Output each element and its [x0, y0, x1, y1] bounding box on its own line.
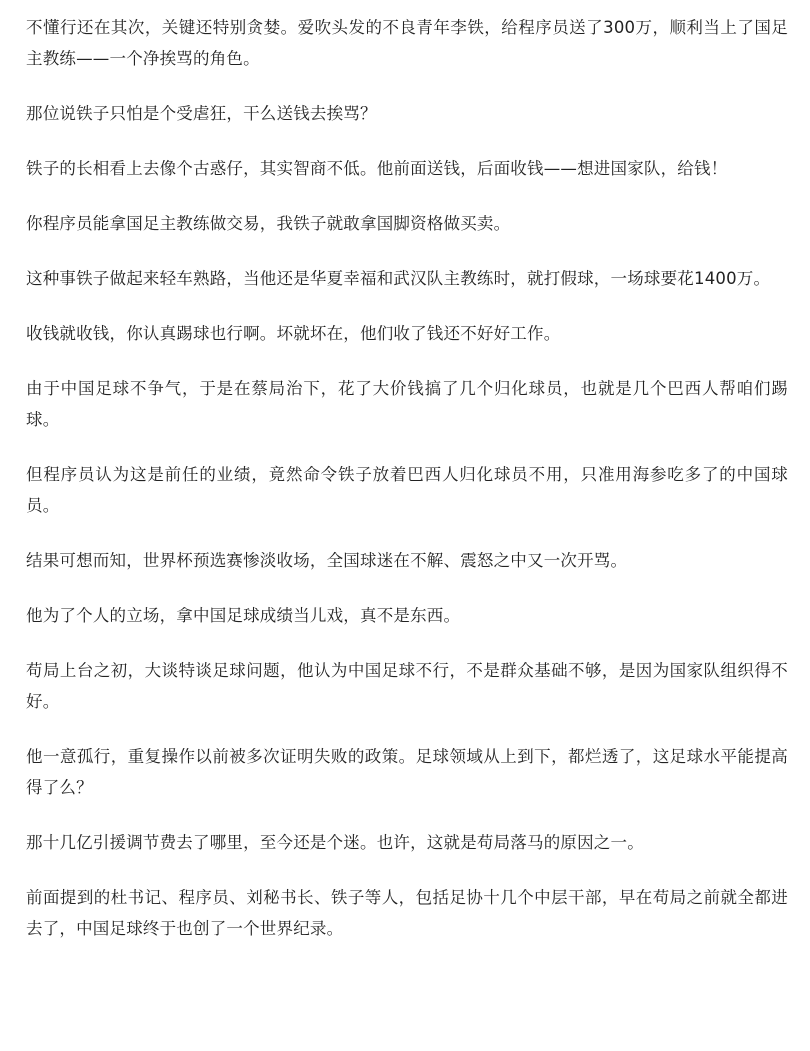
paragraph-1: 不懂行还在其次，关键还特别贪婪。爱吹头发的不良青年李铁，给程序员送了300万，顺利当上了国足主教练——一个净挨骂的角色。 — [26, 18, 788, 68]
paragraph-12: 他一意孤行，重复操作以前被多次证明失败的政策。足球领域从上到下，都烂透了，这足球水平能提高得了么？ — [26, 747, 788, 797]
paragraph-7: 由于中国足球不争气，于是在蔡局治下，花了大价钱搞了几个归化球员，也就是几个巴西人帮咱们踢球。 — [26, 379, 788, 429]
article-body — [26, 12, 788, 968]
paragraph-2: 那位说铁子只怕是个受虐狂，干么送钱去挨骂？ — [26, 104, 377, 123]
paragraph-6: 收钱就收钱，你认真踢球也行啊。坏就坏在，他们收了钱还不好好工作。 — [26, 324, 561, 343]
paragraph-4: 你程序员能拿国足主教练做交易，我铁子就敢拿国脚资格做买卖。 — [26, 214, 511, 233]
paragraph-8: 但程序员认为这是前任的业绩，竟然命令铁子放着巴西人归化球员不用，只准用海参吃多了的中国球员。 — [26, 465, 788, 515]
paragraph-5: 这种事铁子做起来轻车熟路，当他还是华夏幸福和武汉队主教练时，就打假球，一场球要花1400万。 — [26, 269, 771, 288]
paragraph-14: 前面提到的杜书记、程序员、刘秘书长、铁子等人，包括足协十几个中层干部，早在苟局之前就全都进去了，中国足球终于也创了一个世界纪录。 — [26, 888, 788, 938]
paragraph-13: 那十几亿引援调节费去了哪里，至今还是个迷。也许，这就是苟局落马的原因之一。 — [26, 833, 644, 852]
paragraph-9: 结果可想而知，世界杯预选赛惨淡收场，全国球迷在不解、震怒之中又一次开骂。 — [26, 551, 628, 570]
paragraph-3: 铁子的长相看上去像个古惑仔，其实智商不低。他前面送钱，后面收钱——想进国家队，给钱！ — [26, 159, 728, 178]
paragraph-10: 他为了个人的立场，拿中国足球成绩当儿戏，真不是东西。 — [26, 606, 461, 625]
paragraph-11: 苟局上台之初，大谈特谈足球问题，他认为中国足球不行，不是群众基础不够，是因为国家队组织得不好。 — [26, 661, 788, 711]
